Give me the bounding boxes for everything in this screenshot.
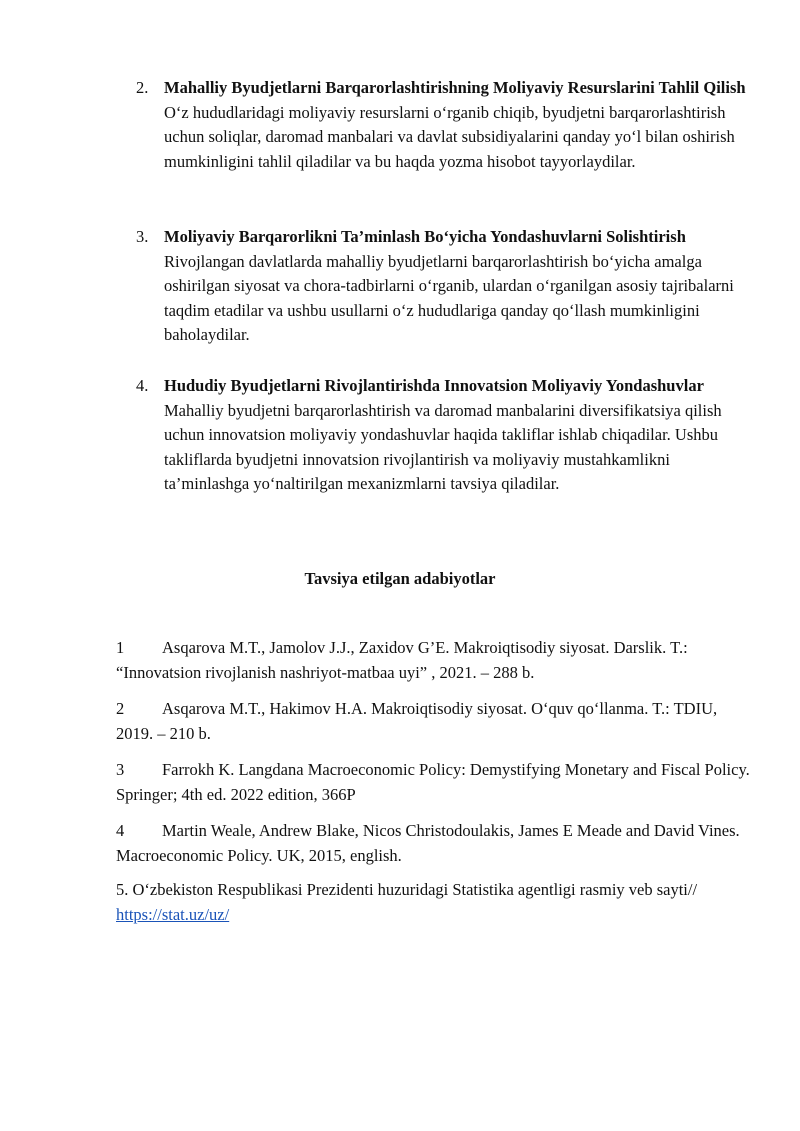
- reference-text: Asqarova M.T., Hakimov H.A. Makroiqtisodiy siyosat. O‘quv qo‘llanma. T.: TDIU, 2019. – 210 b.: [116, 699, 718, 743]
- list-item: [136, 225, 756, 348]
- list-item: [136, 374, 756, 497]
- list-item-title: Mahalliy Byudjetlarni Barqarorlashtirishning Moliyaviy Resurslarini Tahlil Qilish: [164, 78, 746, 97]
- reference-text: Farrokh K. Langdana Macroeconomic Policy: Demystifying Monetary and Fiscal Policy. Springer; 4th ed. 2022 edition, 366P: [116, 760, 750, 804]
- reference-item: [116, 636, 756, 685]
- list-item-description: Rivojlangan davlatlarda mahalliy byudjetlarni barqarorlashtirish bo‘yicha amalga oshirilgan siyosat va chora-tadbirlarni o‘rganib, ulardan o‘rganilgan asosiy tajribalarni taqdim etadilar va ushbu usullarni o‘z hududlariga qanday qo‘llash mumkinligini baholaydilar.: [164, 251, 734, 345]
- reference-text: Asqarova M.T., Jamolov J.J., Zaxidov G’E. Makroiqtisodiy siyosat. Darslik. T.: “Innovatsion rivojlanish nashriyot-matbaa uyi” , 2021. – 288 b.: [116, 638, 688, 682]
- reference-item: [116, 758, 756, 807]
- literature-heading: Tavsiya etilgan adabiyotlar: [304, 569, 496, 588]
- list-item-number: 4.: [136, 376, 149, 395]
- reference-item: [116, 878, 756, 927]
- reference-item: [116, 697, 756, 746]
- reference-number: 2: [116, 699, 125, 718]
- reference-number: 1: [116, 638, 125, 657]
- reference-text: O‘zbekiston Respublikasi Prezidenti huzuridagi Statistika agentligi rasmiy veb sayti//: [132, 880, 698, 899]
- reference-number: 5.: [116, 880, 129, 899]
- list-item-number: 3.: [136, 227, 149, 246]
- list-item-description: Mahalliy byudjetni barqarorlashtirish va daromad manbalarini diversifikatsiya qilish uchun innovatsion moliyaviy yondashuvlar haqida takliflar ishlab chiqadilar. Ushbu takliflarda byudjetni innovatsion rivojlantirish va moliyaviy mustahkamlikni ta’minlashga yo‘naltirilgan mexanizmlarni tavsiya qiladilar.: [164, 400, 722, 494]
- list-item-description: O‘z hududlaridagi moliyaviy resurslarni o‘rganib chiqib, byudjetni barqarorlashtirish uchun soliqlar, daromad manbalari va davlat subsidiyalarini qanday yo‘l bilan oshirish mumkinligini tahlil qiladilar va bu haqda yozma hisobot tayyorlaydilar.: [164, 102, 735, 171]
- reference-number: 3: [116, 760, 125, 779]
- reference-text: Martin Weale, Andrew Blake, Nicos Christodoulakis, James E Meade and David Vines. Macroeconomic Policy. UK, 2015, english.: [116, 821, 740, 865]
- list-item-title: Moliyaviy Barqarorlikni Ta’minlash Bo‘yicha Yondashuvlarni Solishtirish: [164, 227, 686, 246]
- reference-number: 4: [116, 821, 125, 840]
- statistics-website-link[interactable]: https://stat.uz/uz/: [116, 904, 230, 924]
- list-item-number: 2.: [136, 78, 149, 97]
- reference-item: [116, 819, 756, 868]
- list-item: [136, 76, 756, 174]
- list-item-title: Hududiy Byudjetlarni Rivojlantirishda Innovatsion Moliyaviy Yondashuvlar: [164, 376, 704, 395]
